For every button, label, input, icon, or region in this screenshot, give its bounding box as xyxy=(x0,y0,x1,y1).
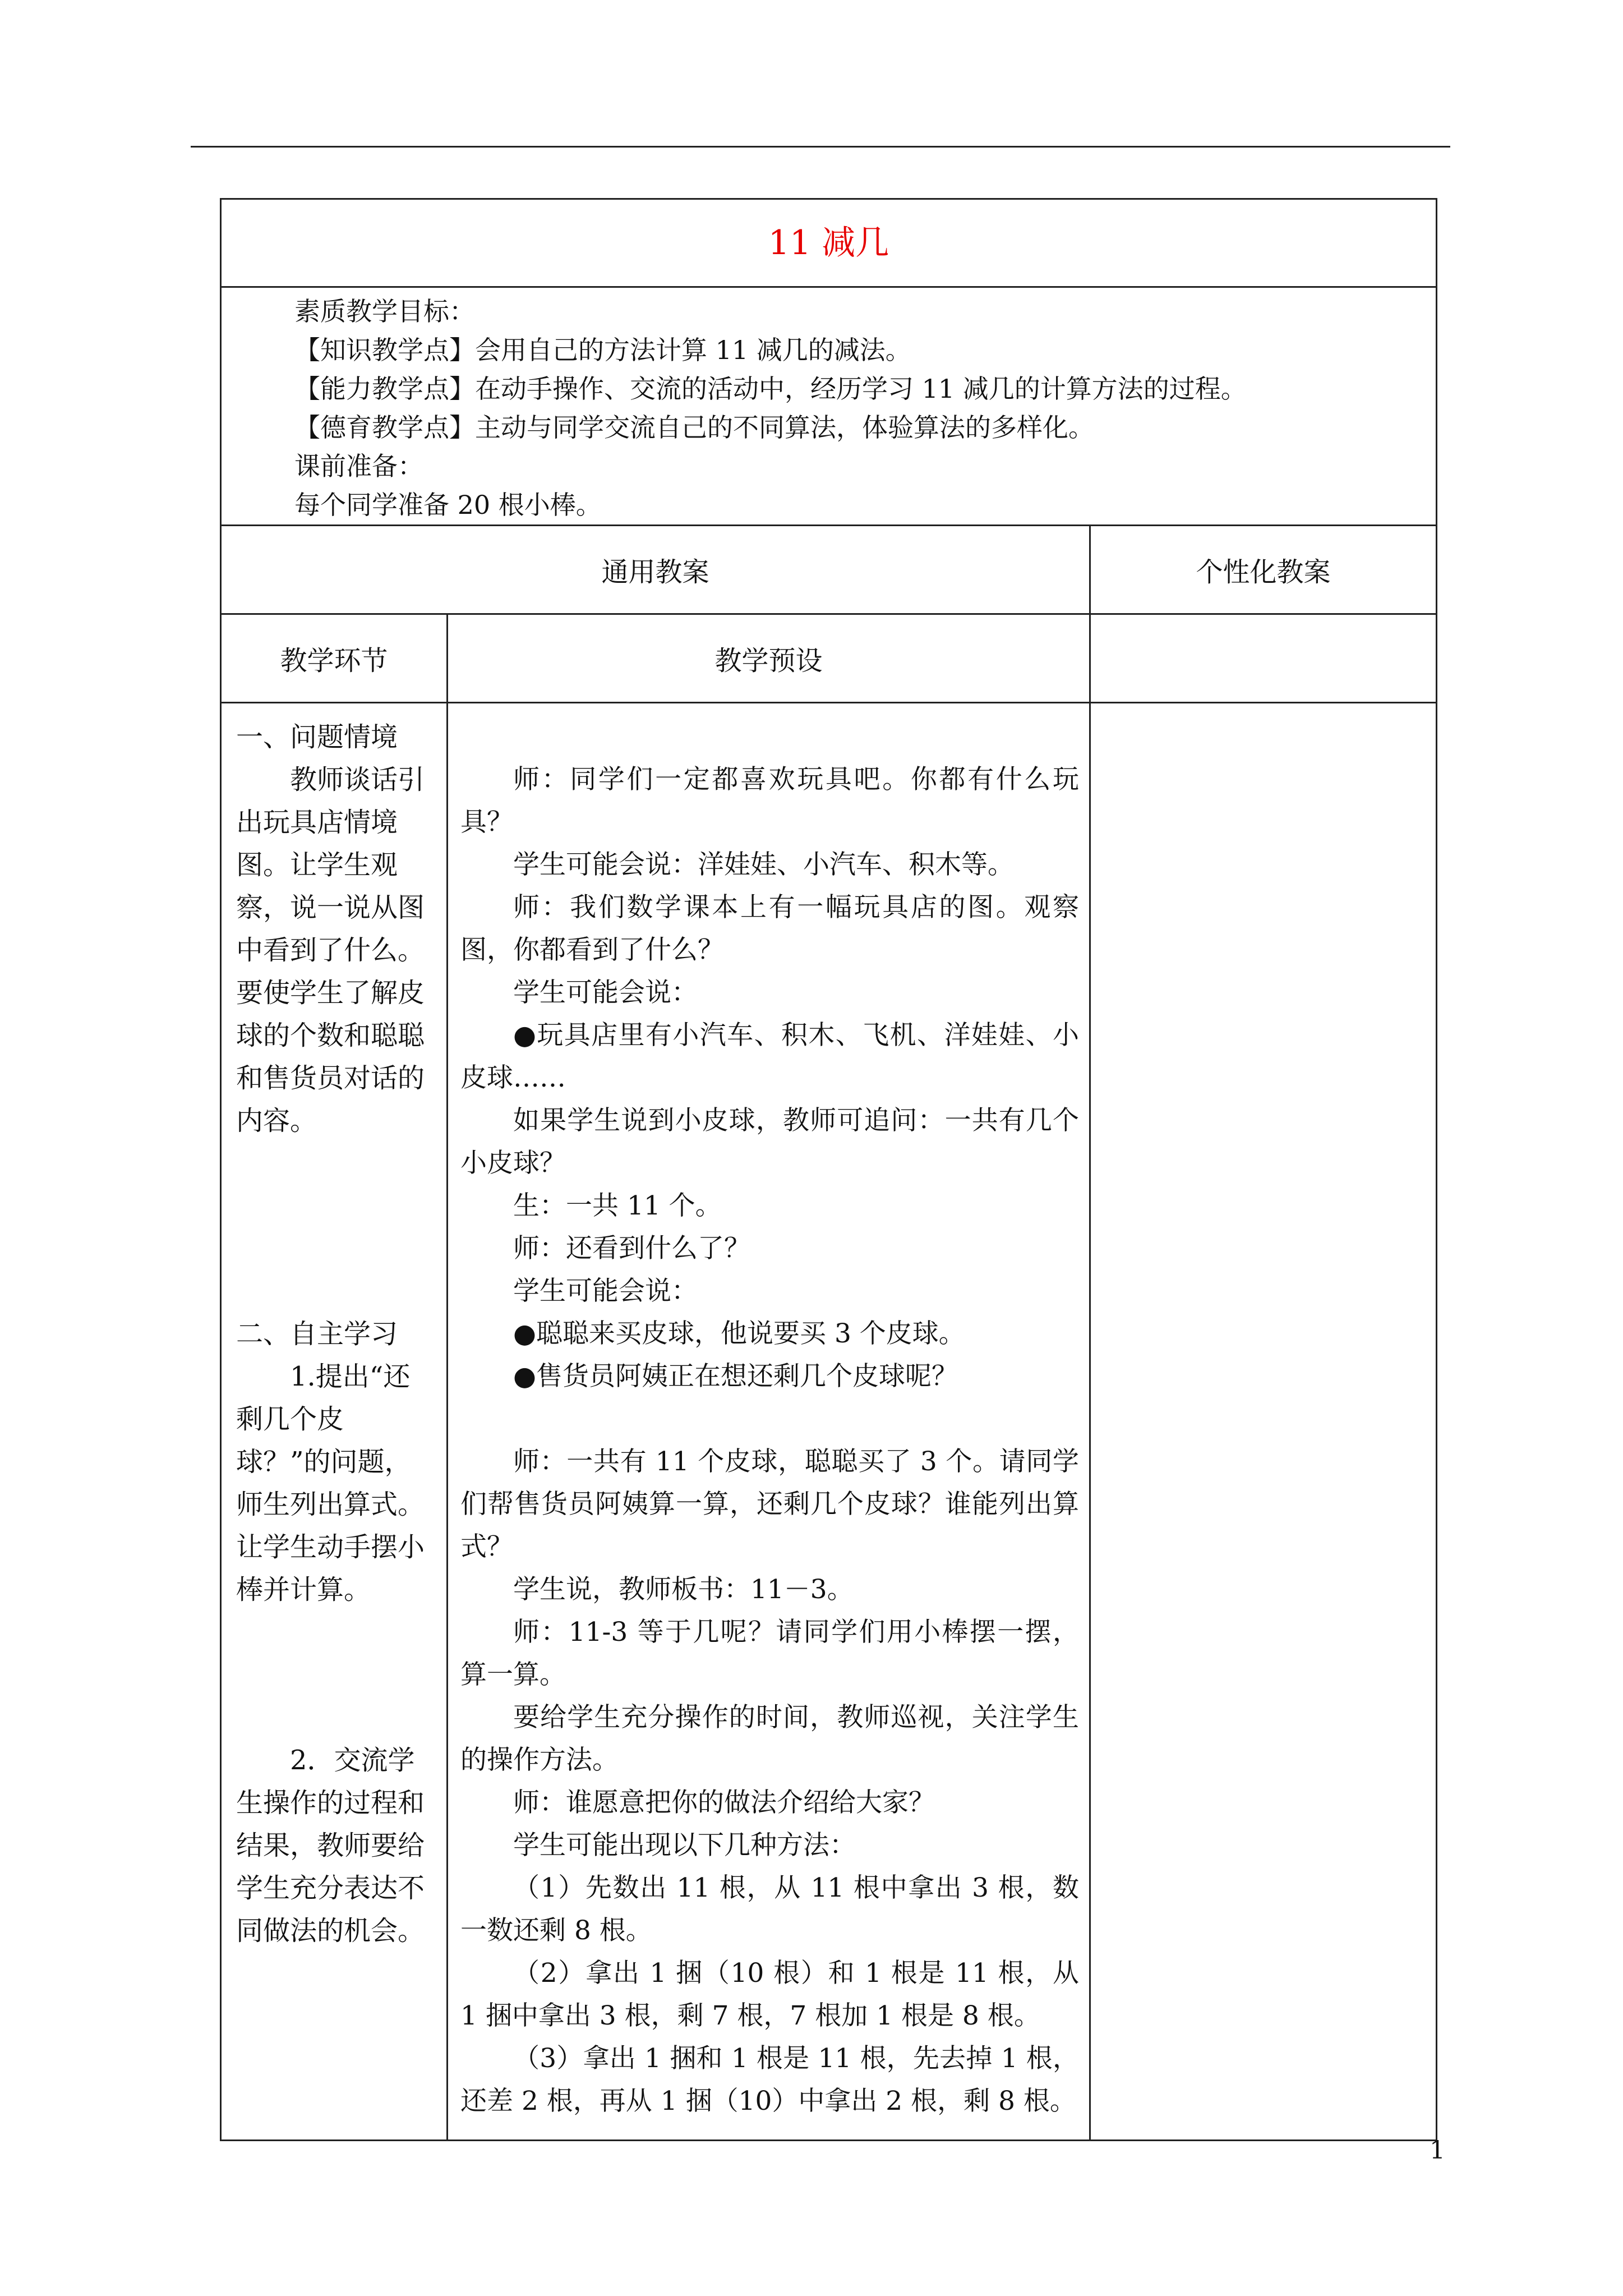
header-design: 教学预设 xyxy=(448,614,1090,703)
title-cell xyxy=(221,199,1437,287)
design-line: （2）拿出 1 捆（10 根）和 1 根是 11 根，从 1 捆中拿出 3 根，剩 7 根，7 根加 1 根是 8 根。 xyxy=(460,1958,1079,2031)
design-line: 师：11-3 等于几呢？请同学们用小棒摆一摆，算一算。 xyxy=(460,1617,1079,1690)
design-line: 学生可能会说： xyxy=(513,977,698,1008)
header-personal-empty xyxy=(1090,614,1437,703)
design-line: 师：我们数学课本上有一幅玩具店的图。观察图，你都看到了什么？ xyxy=(460,892,1079,965)
design-line: 师：还看到什么了？ xyxy=(513,1233,750,1264)
design-line: 要给学生充分操作的时间，教师巡视，关注学生的操作方法。 xyxy=(460,1702,1079,1775)
header-rule xyxy=(191,146,1450,148)
goal-moral: 【德育教学点】主动与同学交流自己的不同算法，体验算法的多样化。 xyxy=(294,412,1094,443)
goal-knowledge: 【知识教学点】会用自己的方法计算 11 减几的减法。 xyxy=(294,335,911,365)
goals-heading: 素质教学目标： xyxy=(294,296,475,326)
design-line: 学生可能会说：洋娃娃、小汽车、积木等。 xyxy=(513,849,1014,880)
design-line: 学生可能会说： xyxy=(513,1276,698,1306)
goals-block xyxy=(222,288,1436,524)
prep-heading: 课前准备： xyxy=(294,451,423,481)
header-general: 通用教案 xyxy=(221,526,1090,614)
lesson-title: 11 减几 xyxy=(768,223,889,263)
design-line: 生：一共 11 个。 xyxy=(513,1190,722,1221)
section-1-title: 一、问题情境 xyxy=(236,721,398,753)
design-line: （1）先数出 11 根，从 11 根中拿出 3 根，数一数还剩 8 根。 xyxy=(460,1872,1079,1946)
design-line: 如果学生说到小皮球，教师可追问：一共有几个小皮球？ xyxy=(460,1105,1079,1179)
section-2-step-1: 1.提出“还剩几个皮球？”的问题，师生列出算式。让学生动手摆小棒并计算。 xyxy=(236,1361,425,1605)
prep-text: 每个同学准备 20 根小棒。 xyxy=(294,490,602,520)
design-line: 学生可能出现以下几种方法： xyxy=(513,1830,856,1861)
design-line: 师：一共有 11 个皮球，聪聪买了 3 个。请同学们帮售货员阿姨算一算，还剩几个皮球？谁能列出算式？ xyxy=(460,1446,1079,1562)
design-line: 师：谁愿意把你的做法介绍给大家？ xyxy=(513,1787,935,1818)
stage-column xyxy=(221,703,448,2141)
design-line: ●聪聪来买皮球，他说要买 3 个皮球。 xyxy=(513,1318,965,1349)
design-line: （3）拿出 1 捆和 1 根是 11 根，先去掉 1 根，还差 2 根，再从 1 捆（10）中拿出 2 根，剩 8 根。 xyxy=(460,2043,1079,2116)
design-column xyxy=(448,703,1090,2141)
design-line: 师：同学们一定都喜欢玩具吧。你都有什么玩具？ xyxy=(460,764,1079,838)
goals-cell xyxy=(221,287,1437,526)
design-line: 学生说，教师板书：11－3。 xyxy=(513,1574,854,1605)
header-personal: 个性化教案 xyxy=(1090,526,1437,614)
design-line: ●玩具店里有小汽车、积木、飞机、洋娃娃、小皮球…… xyxy=(460,1020,1079,1093)
lesson-plan-table xyxy=(220,198,1437,2141)
design-line: ●售货员阿姨正在想还剩几个皮球呢？ xyxy=(513,1361,958,1392)
page-number: 1 xyxy=(1430,2136,1445,2165)
goal-ability: 【能力教学点】在动手操作、交流的活动中，经历学习 11 减几的计算方法的过程。 xyxy=(294,374,1247,404)
section-2-title: 二、自主学习 xyxy=(236,1318,398,1350)
personal-column xyxy=(1090,703,1437,2141)
section-1-text: 教师谈话引出玩具店情境图。让学生观察，说一说从图中看到了什么。要使学生了解皮球的个数和聪聪和售货员对话的内容。 xyxy=(236,764,425,1137)
header-stage: 教学环节 xyxy=(221,614,448,703)
section-2-step-2: 2．交流学生操作的过程和结果，教师要给学生充分表达不同做法的机会。 xyxy=(236,1745,425,1947)
